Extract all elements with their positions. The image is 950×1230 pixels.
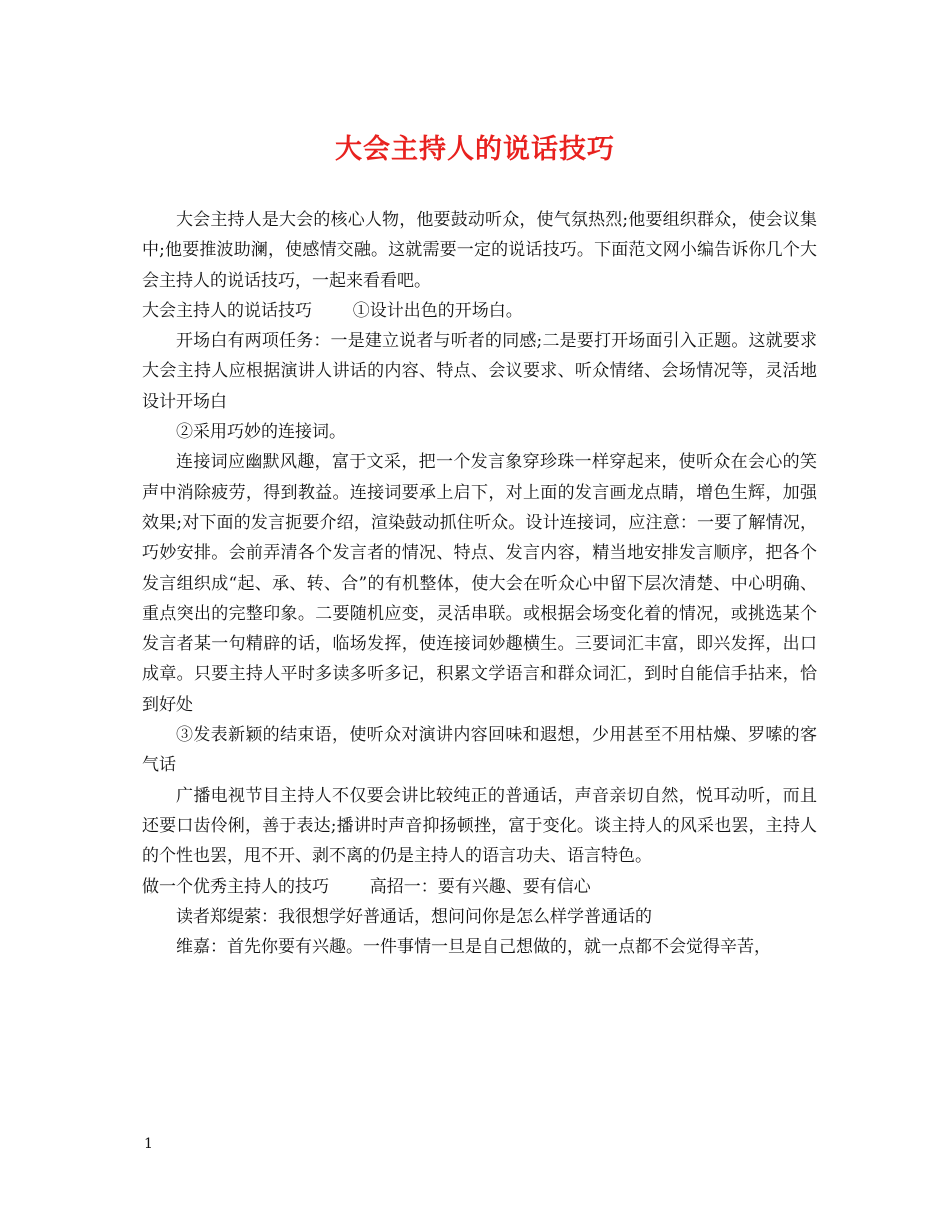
paragraph-connect: 连接词应幽默风趣，富于文采，把一个发言象穿珍珠一样穿起来，使听众在会心的笑声中消除疲劳，得到教益。连接词要承上启下，对上面的发言画龙点睛，增色生辉，加强效果;对下面的发言扼要介绍，渲染鼓动抓住听众。设计连接词，应注意：一要了解情况，巧妙安排。会前弄清各个发言者的情况、特点、发言内容，精当地安排发言顺序，把各个发言组织成“起、承、转、合”的有机整体，使大会在听众心中留下层次清楚、中心明确、重点突出的完整印象。二要随机应变，灵活串联。或根据会场变化着的情况，或挑选某个发言者某一句精辟的话，临场发挥，使连接词妙趣横生。三要词汇丰富，即兴发挥，出口成章。只要主持人平时多读多听多记，积累文学语言和群众词汇，到时自能信手拈来，恰到好处 (142, 452, 817, 715)
section-item: 高招一：要有兴趣、要有信心 (369, 876, 591, 897)
paragraph-connect-title: ②采用巧妙的连接词。 (176, 422, 346, 443)
paragraph-opening: 开场白有两项任务：一是建立说者与听者的同感;二是要打开场面引入正题。这就要求大会主持人应根据演讲人讲话的内容、特点、会议要求、听众情绪、会场情况等，灵活地设计开场白 (142, 331, 817, 412)
paragraph-closing: ③发表新颖的结束语，使听众对演讲内容回味和遐想，少用甚至不用枯燥、罗嗦的客气话 (142, 725, 817, 776)
paragraph-intro: 大会主持人是大会的核心人物，他要鼓动听众，使气氛热烈;他要组织群众，使会议集中;他要推波助澜，使感情交融。这就需要一定的说话技巧。下面范文网小编告诉你几个大会主持人的说话技巧，一起来看看吧。 (142, 210, 817, 291)
section-heading: 做一个优秀主持人的技巧 (142, 876, 329, 897)
paragraph-broadcast: 广播电视节目主持人不仅要会讲比较纯正的普通话，声音亲切自然，悦耳动听，而且还要口齿伶俐，善于表达;播讲时声音抑扬顿挫，富于变化。谈主持人的风采也罢，主持人的个性也罢，甩不开、剥不离的仍是主持人的语言功夫、语言特色。 (142, 785, 817, 867)
page-title: 大会主持人的说话技巧 (335, 134, 615, 165)
paragraph-reader: 读者郑缇萦：我很想学好普通话，想问问你是怎么样学普通话的 (176, 906, 652, 927)
section-line-1 (142, 296, 817, 326)
section-item: ①设计出色的开场白。 (352, 300, 523, 321)
page-number: 1 (144, 1136, 153, 1152)
section-line-2 (142, 872, 817, 902)
section-heading: 大会主持人的说话技巧 (142, 300, 312, 321)
document-body (142, 205, 817, 962)
paragraph-answer: 维嘉：首先你要有兴趣。一件事情一旦是自己想做的，就一点都不会觉得辛苦， (176, 937, 771, 958)
